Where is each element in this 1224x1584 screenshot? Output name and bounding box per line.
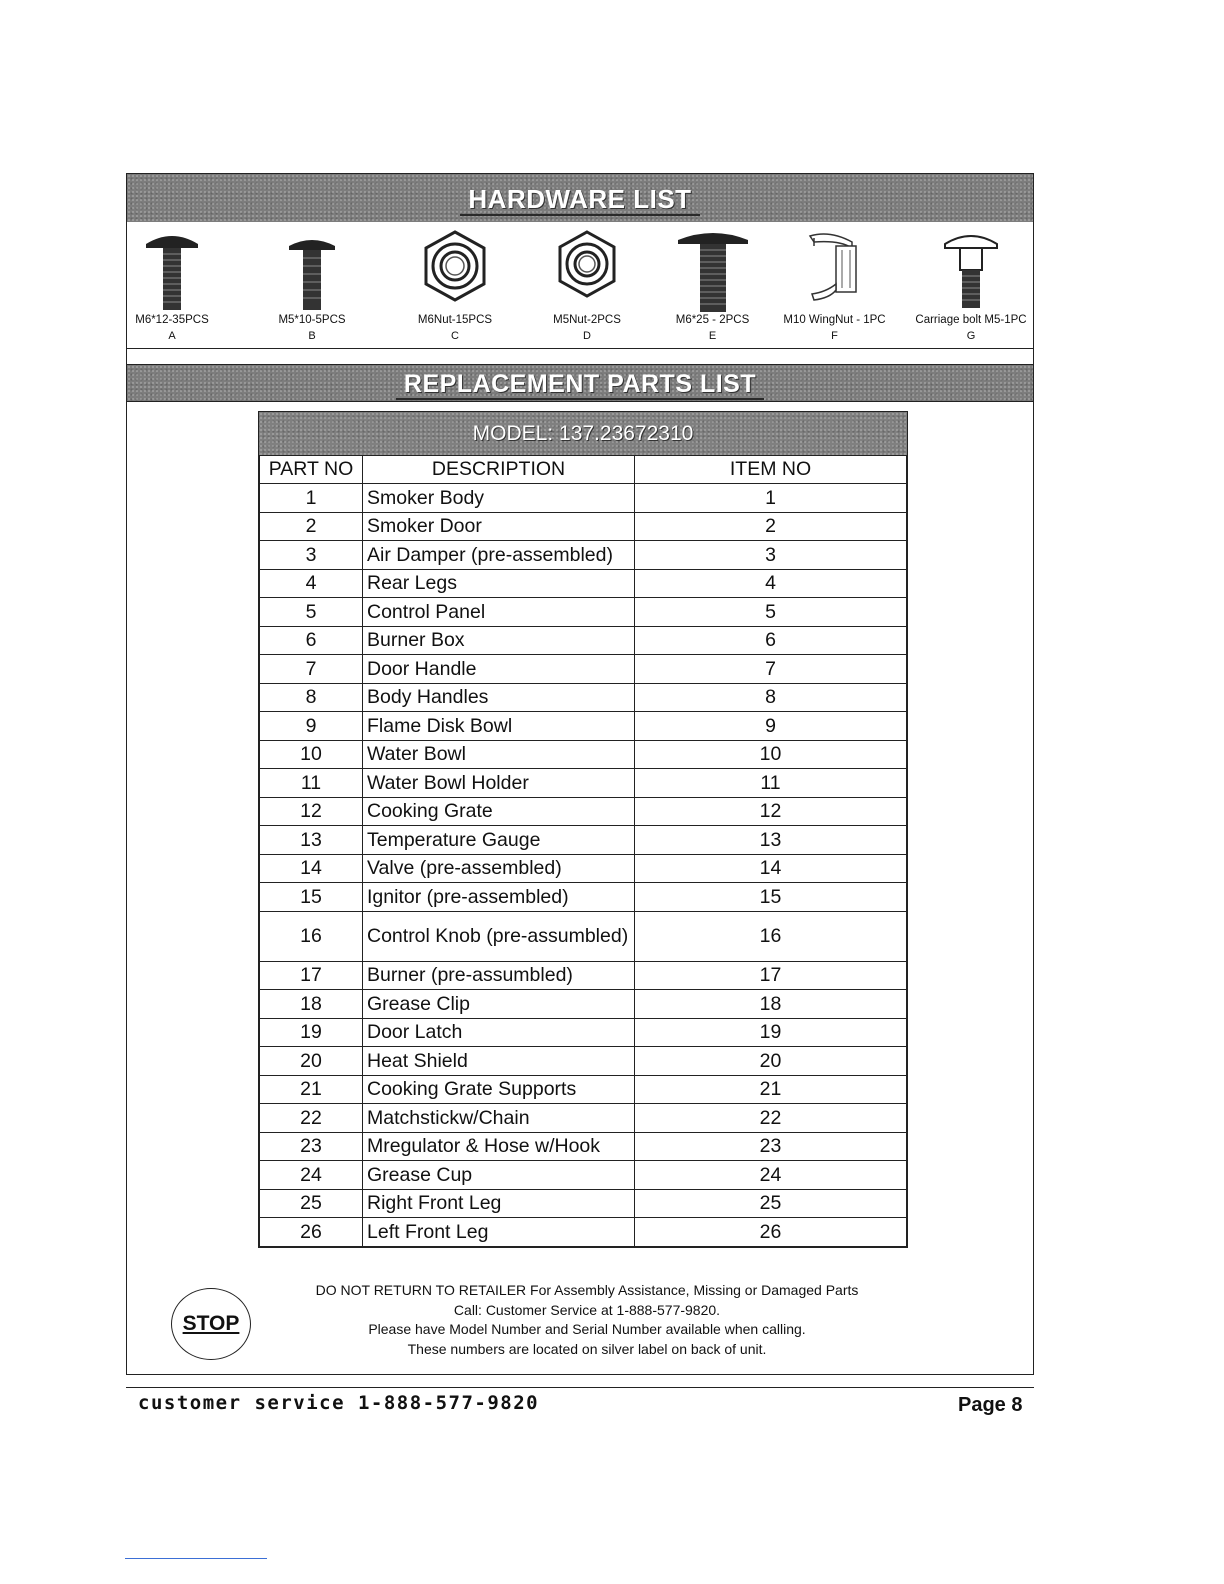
table-row (260, 826, 907, 855)
item-no-cell: 8 (635, 683, 907, 712)
part-no-cell: 8 (260, 683, 363, 712)
bolt-icon (676, 228, 750, 314)
table-row (260, 484, 907, 513)
hardware-label-a: M6*12-35PCS (135, 314, 209, 326)
table-row (260, 541, 907, 570)
item-no-cell: 6 (635, 626, 907, 655)
item-no-cell: 10 (635, 740, 907, 769)
hardware-row (127, 222, 1033, 349)
table-row (260, 1047, 907, 1076)
description-cell: Grease Clip (363, 990, 635, 1019)
description-cell: Burner Box (363, 626, 635, 655)
hardware-item-c (405, 222, 505, 348)
hardware-item-e (665, 222, 760, 348)
description-cell: Smoker Door (363, 512, 635, 541)
description-cell: Water Bowl (363, 740, 635, 769)
parts-table-container (258, 411, 908, 1248)
item-no-cell: 21 (635, 1075, 907, 1104)
part-no-cell: 4 (260, 569, 363, 598)
table-row (260, 1018, 907, 1047)
part-no-cell: 10 (260, 740, 363, 769)
item-no-cell: 18 (635, 990, 907, 1019)
table-row (260, 769, 907, 798)
part-no-cell: 24 (260, 1161, 363, 1190)
part-no-cell: 19 (260, 1018, 363, 1047)
description-cell: Air Damper (pre-assembled) (363, 541, 635, 570)
table-row (260, 883, 907, 912)
table-row (260, 990, 907, 1019)
table-row (260, 797, 907, 826)
item-no-cell: 20 (635, 1047, 907, 1076)
item-no-cell: 26 (635, 1218, 907, 1247)
hardware-label-b: M5*10-5PCS (278, 314, 346, 326)
hardware-letter-g: G (966, 330, 976, 342)
item-no-cell: 15 (635, 883, 907, 912)
footer-customer-service: customer service 1-888-577-9820 (138, 1392, 540, 1414)
part-no-cell: 17 (260, 961, 363, 990)
hardware-item-f (777, 222, 892, 348)
part-no-cell: 2 (260, 512, 363, 541)
table-row (260, 1218, 907, 1247)
replacement-parts-banner (127, 364, 1033, 402)
part-no-cell: 20 (260, 1047, 363, 1076)
hardware-label-d: M5Nut-2PCS (553, 314, 621, 326)
table-row (260, 1104, 907, 1133)
item-no-cell: 17 (635, 961, 907, 990)
table-row (260, 961, 907, 990)
part-no-cell: 22 (260, 1104, 363, 1133)
item-no-cell: 25 (635, 1189, 907, 1218)
description-cell: Cooking Grate Supports (363, 1075, 635, 1104)
column-header-item-no: ITEM NO (635, 456, 907, 484)
hardware-label-g: Carriage bolt M5-1PC (915, 314, 1027, 326)
item-no-cell: 12 (635, 797, 907, 826)
description-cell: Valve (pre-assembled) (363, 854, 635, 883)
hardware-list-title: HARDWARE LIST (460, 184, 699, 216)
table-row (260, 1161, 907, 1190)
table-row (260, 1132, 907, 1161)
hardware-label-c: M6Nut-15PCS (417, 314, 493, 326)
table-row (260, 512, 907, 541)
hardware-list-banner (127, 174, 1033, 222)
part-no-cell: 7 (260, 655, 363, 684)
part-no-cell: 26 (260, 1218, 363, 1247)
table-row (260, 911, 907, 961)
table-row (260, 1189, 907, 1218)
hardware-item-b (267, 222, 357, 348)
part-no-cell: 6 (260, 626, 363, 655)
hardware-letter-c: C (451, 330, 459, 342)
part-no-cell: 21 (260, 1075, 363, 1104)
carriage-bolt-icon (941, 228, 1001, 312)
bolt-icon (285, 228, 339, 312)
description-cell: Temperature Gauge (363, 826, 635, 855)
table-row (260, 740, 907, 769)
table-header-row (260, 456, 907, 484)
item-no-cell: 5 (635, 598, 907, 627)
bolt-icon (142, 228, 202, 312)
notice-line-4: These numbers are located on silver label on back of unit. (407, 1340, 767, 1357)
item-no-cell: 22 (635, 1104, 907, 1133)
part-no-cell: 13 (260, 826, 363, 855)
hardware-item-g (909, 222, 1033, 348)
item-no-cell: 9 (635, 712, 907, 741)
hardware-label-f: M10 WingNut - 1PC (783, 314, 886, 326)
column-header-description: DESCRIPTION (363, 456, 635, 484)
item-no-cell: 2 (635, 512, 907, 541)
table-row (260, 655, 907, 684)
table-row (260, 854, 907, 883)
item-no-cell: 11 (635, 769, 907, 798)
notice-line-3: Please have Model Number and Serial Number available when calling. (368, 1321, 806, 1337)
part-no-cell: 16 (260, 911, 363, 961)
stop-label: STOP (182, 1312, 240, 1335)
description-cell: Grease Cup (363, 1161, 635, 1190)
description-cell: Flame Disk Bowl (363, 712, 635, 741)
part-no-cell: 11 (260, 769, 363, 798)
item-no-cell: 7 (635, 655, 907, 684)
part-no-cell: 15 (260, 883, 363, 912)
hardware-letter-d: D (583, 330, 591, 342)
table-row (260, 712, 907, 741)
part-no-cell: 1 (260, 484, 363, 513)
description-cell: Cooking Grate (363, 797, 635, 826)
nut-icon (420, 228, 490, 304)
model-banner: MODEL: 137.23672310 (259, 412, 907, 455)
notice-line-1: DO NOT RETURN TO RETAILER For Assembly Assistance, Missing or Damaged Parts (315, 1282, 859, 1298)
item-no-cell: 23 (635, 1132, 907, 1161)
hardware-letter-f: F (831, 330, 838, 342)
description-cell: Left Front Leg (363, 1218, 635, 1247)
notice-line-2: Call: Customer Service at 1-888-577-9820. (453, 1301, 721, 1318)
nut-icon (554, 228, 620, 300)
scan-artifact-line (125, 1558, 267, 1559)
description-cell: Mregulator & Hose w/Hook (363, 1132, 635, 1161)
item-no-cell: 14 (635, 854, 907, 883)
hardware-item-a (127, 222, 217, 348)
description-cell: Control Panel (363, 598, 635, 627)
footer-divider (126, 1387, 1034, 1388)
description-cell: Body Handles (363, 683, 635, 712)
description-cell: Right Front Leg (363, 1189, 635, 1218)
description-cell: Ignitor (pre-assembled) (363, 883, 635, 912)
table-row (260, 598, 907, 627)
description-cell: Matchstickw/Chain (363, 1104, 635, 1133)
table-row (260, 626, 907, 655)
item-no-cell: 24 (635, 1161, 907, 1190)
item-no-cell: 1 (635, 484, 907, 513)
wing-nut-icon (800, 228, 870, 312)
hardware-letter-e: E (708, 330, 717, 342)
item-no-cell: 4 (635, 569, 907, 598)
description-cell: Heat Shield (363, 1047, 635, 1076)
hardware-item-d (537, 222, 637, 348)
description-cell: Smoker Body (363, 484, 635, 513)
page-number: Page 8 (958, 1394, 1023, 1416)
description-cell: Rear Legs (363, 569, 635, 598)
description-cell: Control Knob (pre-assumbled) (363, 911, 635, 961)
part-no-cell: 14 (260, 854, 363, 883)
stop-sign-icon (171, 1288, 251, 1360)
description-cell: Water Bowl Holder (363, 769, 635, 798)
hardware-letter-b: B (308, 330, 316, 342)
customer-service-notice (262, 1281, 912, 1359)
item-no-cell: 3 (635, 541, 907, 570)
hardware-label-e: M6*25 - 2PCS (675, 314, 750, 326)
replacement-parts-title: REPLACEMENT PARTS LIST (396, 370, 764, 400)
table-row (260, 1075, 907, 1104)
table-row (260, 683, 907, 712)
description-cell: Door Latch (363, 1018, 635, 1047)
description-cell: Door Handle (363, 655, 635, 684)
part-no-cell: 18 (260, 990, 363, 1019)
part-no-cell: 5 (260, 598, 363, 627)
table-row (260, 569, 907, 598)
part-no-cell: 9 (260, 712, 363, 741)
hardware-letter-a: A (168, 330, 176, 342)
item-no-cell: 16 (635, 911, 907, 961)
part-no-cell: 12 (260, 797, 363, 826)
part-no-cell: 3 (260, 541, 363, 570)
part-no-cell: 23 (260, 1132, 363, 1161)
parts-table (259, 455, 907, 1247)
item-no-cell: 13 (635, 826, 907, 855)
item-no-cell: 19 (635, 1018, 907, 1047)
description-cell: Burner (pre-assumbled) (363, 961, 635, 990)
part-no-cell: 25 (260, 1189, 363, 1218)
column-header-part-no: PART NO (260, 456, 363, 484)
